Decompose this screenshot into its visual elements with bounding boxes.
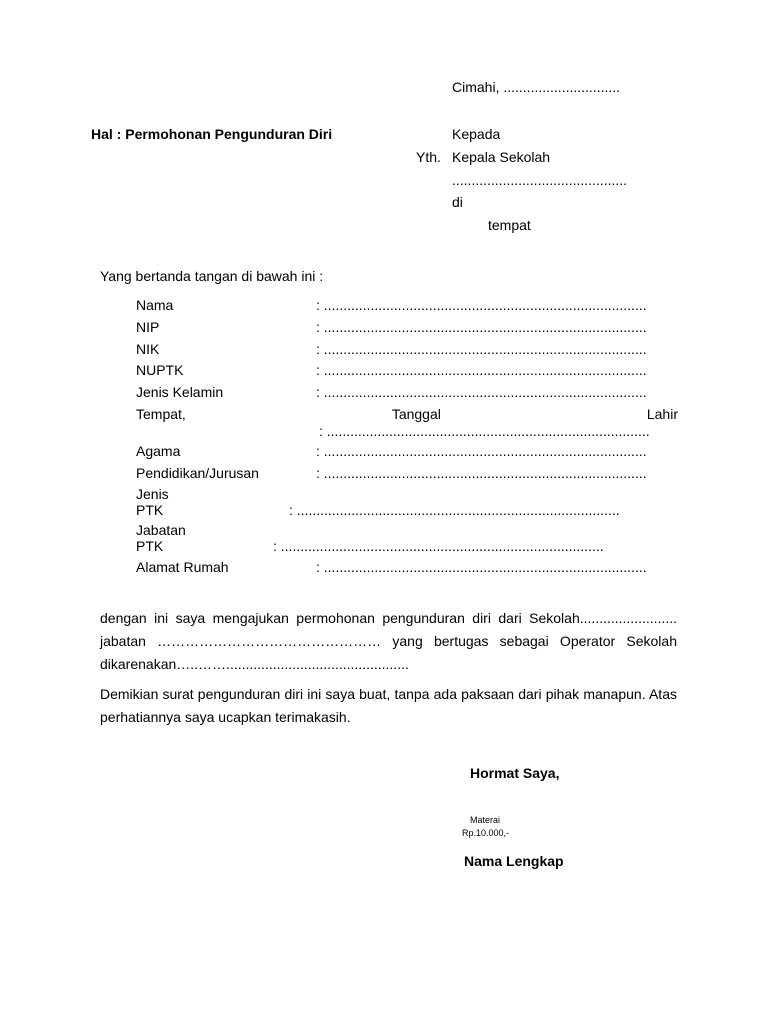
field-value-pendidikan: : ................................................................................... (316, 465, 647, 481)
recipient-tempat: tempat (488, 217, 531, 233)
materai-label: Materai (470, 815, 501, 825)
field-label-nuptk: NUPTK (136, 362, 184, 378)
field-value-nuptk: : ................................................................................... (316, 362, 647, 378)
field-label-agama: Agama (136, 443, 181, 459)
closing-greeting: Hormat Saya, (470, 765, 560, 781)
field-label-nama: Nama (136, 297, 174, 313)
signer-name: Nama Lengkap (464, 853, 564, 869)
field-label-jenis-kelamin: Jenis Kelamin (136, 384, 224, 400)
field-label-alamat: Alamat Rumah (136, 559, 229, 575)
place-date: Cimahi, .............................. (452, 79, 621, 95)
recipient-blank: ............................................. (452, 172, 628, 188)
recipient-yth: Yth. (416, 149, 441, 165)
field-value-nip: : ................................................................................... (316, 319, 647, 335)
intro-text: Yang bertanda tangan di bawah ini : (100, 268, 324, 284)
field-label-ttl-tempat: Tempat, (136, 406, 186, 422)
field-label-jabatan-ptk-1: Jabatan (136, 522, 186, 538)
field-label-jabatan-ptk-2: PTK (136, 538, 164, 554)
field-label-ttl (136, 406, 678, 423)
field-value-ttl: : ................................................................................... (319, 423, 650, 439)
letter-subject: Hal : Permohonan Pengunduran Diri (91, 126, 333, 142)
field-label-jenis-ptk-2: PTK (136, 502, 164, 518)
field-label-nik: NIK (136, 341, 160, 357)
field-value-nik: : ................................................................................... (316, 341, 647, 357)
field-label-ttl-tanggal: Tanggal (391, 406, 441, 422)
field-label-jenis-ptk-1: Jenis (136, 486, 169, 502)
materai-value: Rp.10.000,- (462, 828, 510, 838)
field-value-nama: : ................................................................................... (316, 297, 647, 313)
field-value-alamat: : ................................................................................... (316, 559, 647, 575)
field-value-jenis-kelamin: : ................................................................................... (316, 384, 647, 400)
field-value-agama: : ................................................................................... (316, 443, 647, 459)
recipient-title: Kepala Sekolah (452, 149, 551, 165)
field-label-pendidikan: Pendidikan/Jurusan (136, 465, 259, 481)
field-label-ttl-lahir: Lahir (646, 406, 678, 422)
field-label-nip: NIP (136, 319, 160, 335)
body-paragraph-2: Demikian surat pengunduran diri ini saya buat, tanpa ada paksaan dari pihak manapun. Atas perhatiannya saya ucapkan terimakasih. (100, 686, 677, 725)
recipient-kepada: Kepada (452, 126, 501, 142)
body-paragraph-1: dengan ini saya mengajukan permohonan pengunduran diri dari Sekolah......................... jabatan ………………………………………… yang bertugas sebagai Operator Sekolah dikarenakan…..……............................................... (100, 610, 677, 672)
field-value-jenis-ptk: : ................................................................................... (289, 502, 620, 518)
field-value-jabatan-ptk: : ................................................................................... (273, 538, 604, 554)
recipient-di: di (452, 194, 463, 210)
